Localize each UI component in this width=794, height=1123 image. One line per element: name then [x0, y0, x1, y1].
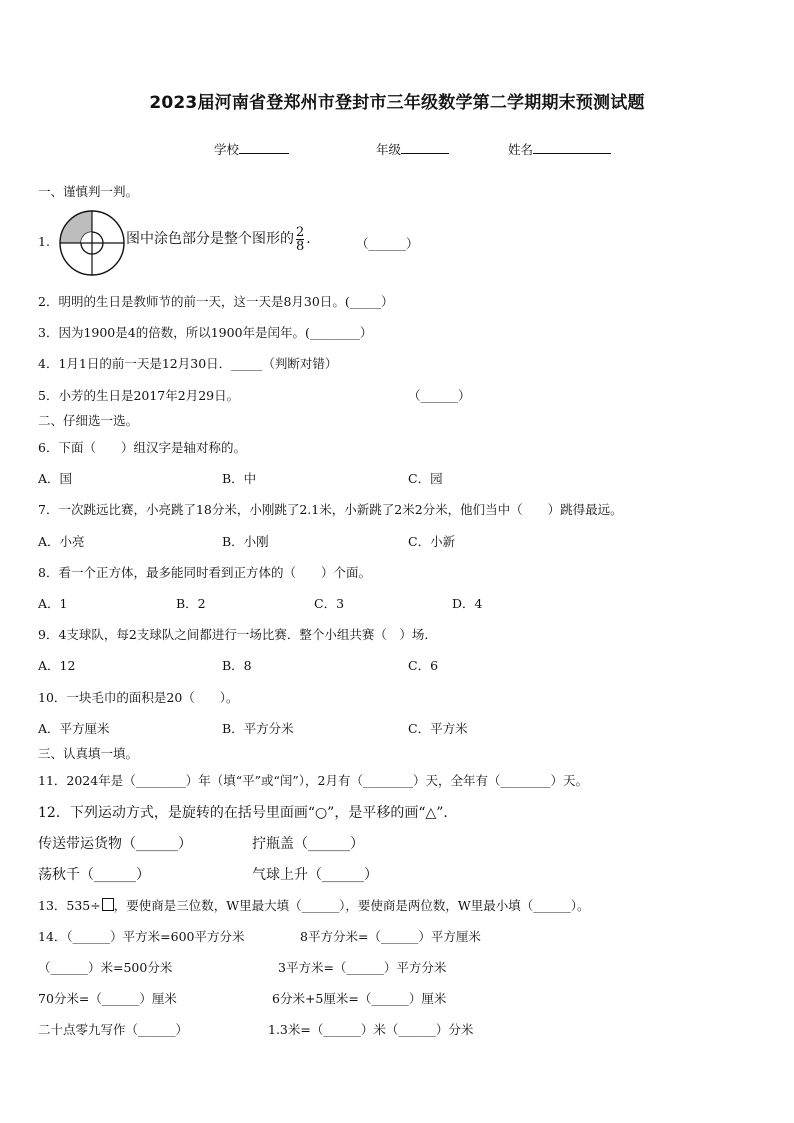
q6-option-a: A．国: [38, 471, 73, 486]
q10-option-c: C．平方米: [408, 721, 468, 736]
q14-row1-right: 8平方分米=（______）平方厘米: [300, 929, 481, 944]
grade-label: 年级: [376, 142, 402, 157]
q14-row2-right: 3平方米=（______）平方分米: [278, 960, 447, 975]
q8-option-a: A．1: [38, 596, 68, 611]
q6-text: 6．下面（ ）组汉字是轴对称的。: [38, 440, 246, 455]
q1-period: .: [306, 231, 311, 247]
q1-answer: （______）: [356, 236, 419, 251]
school-field: [214, 140, 289, 158]
name-label: 姓名: [508, 142, 534, 157]
q12-row2-left: 荡秋千（______）: [38, 867, 150, 883]
page-title: 2023届河南省登郑州市登封市三年级数学第二学期期末预测试题: [149, 93, 645, 113]
q10-text: 10．一块毛巾的面积是20（ ）。: [38, 690, 239, 705]
q13-text: [38, 896, 589, 914]
circle-figure: [58, 209, 126, 277]
q7-option-a: A．小亮: [38, 534, 85, 549]
school-label: 学校: [214, 142, 240, 157]
q9-option-b: B．8: [222, 658, 252, 673]
q14-row1-left: 14．（______）平方米=600平方分米: [38, 929, 245, 944]
q12-row2-right: 气球上升（______）: [252, 867, 378, 883]
q10-option-b: B．平方分米: [222, 721, 294, 736]
q5-answer: （______）: [408, 388, 471, 403]
school-blank: [239, 140, 289, 154]
name-field: [508, 140, 611, 158]
q12-row1-right: 拧瓶盖（______）: [252, 836, 364, 852]
q3-text: 3．因为1900是4的倍数，所以1900年是闰年。(________）: [38, 325, 373, 340]
q8-option-c: C．3: [314, 596, 345, 611]
q12-text: 12．下列运动方式，是旋转的在括号里面画“○”，是平移的画“△”．: [38, 805, 458, 821]
q12-row1-left: 传送带运货物（______）: [38, 836, 192, 852]
q6-option-c: C．园: [408, 471, 443, 486]
q4-text: 4．1月1日的前一天是12月30日．_____（判断对错）: [38, 356, 338, 371]
q14-row4-right: 1.3米=（______）米（______）分米: [268, 1022, 474, 1037]
q13-prefix: 13．535÷: [38, 898, 101, 913]
grade-blank: [401, 140, 449, 154]
q7-text: 7．一次跳远比赛，小亮跳了18分米，小刚跳了2.1米，小新跳了2米2分米，他们当中（ ）跳得最远。: [38, 502, 623, 517]
q6-option-b: B．中: [222, 471, 257, 486]
q1-fraction: [296, 226, 304, 253]
q14-row3-right: 6分米+5厘米=（______）厘米: [272, 991, 447, 1006]
q1-text: [126, 226, 311, 253]
q8-option-d: D．4: [452, 596, 483, 611]
q8-text: 8．看一个正方体，最多能同时看到正方体的（ ）个面。: [38, 565, 371, 580]
q13-suffix: ，要使商是三位数，W里最大填（______），要使商是两位数，W里最小填（______）。: [113, 898, 590, 913]
q1-statement: 图中涂色部分是整个图形的: [126, 231, 294, 247]
q14-row4-left: 二十点零九写作（______）: [38, 1022, 189, 1037]
q1-number: 1.: [38, 234, 50, 249]
q8-option-b: B．2: [176, 596, 206, 611]
q11-text: 11．2024年是（________）年（填“平”或“闰”），2月有（________）天，全年有（________）天。: [38, 773, 588, 788]
q7-option-c: C．小新: [408, 534, 456, 549]
q5-text: 5．小芳的生日是2017年2月29日。: [38, 388, 240, 403]
name-blank: [533, 140, 611, 154]
q10-option-a: A．平方厘米: [38, 721, 110, 736]
grade-field: [376, 140, 449, 158]
divisor-box: [102, 898, 114, 911]
q9-option-c: C．6: [408, 658, 439, 673]
section-3-heading: 三、认真填一填。: [38, 746, 139, 761]
q2-text: 2．明明的生日是教师节的前一天，这一天是8月30日。(_____）: [38, 294, 394, 309]
q9-text: 9．4支球队，每2支球队之间都进行一场比赛．整个小组共赛（ ）场．: [38, 627, 437, 642]
section-2-heading: 二、仔细选一选。: [38, 413, 139, 428]
q9-option-a: A．12: [38, 658, 76, 673]
q14-row3-left: 70分米=（______）厘米: [38, 991, 177, 1006]
q7-option-b: B．小刚: [222, 534, 269, 549]
q14-row2-left: （______）米=500分米: [38, 960, 173, 975]
q1-fraction-numerator: 2: [296, 225, 305, 240]
q1-fraction-denominator: 8: [296, 239, 305, 254]
section-1-heading: 一、谨慎判一判。: [38, 184, 139, 199]
